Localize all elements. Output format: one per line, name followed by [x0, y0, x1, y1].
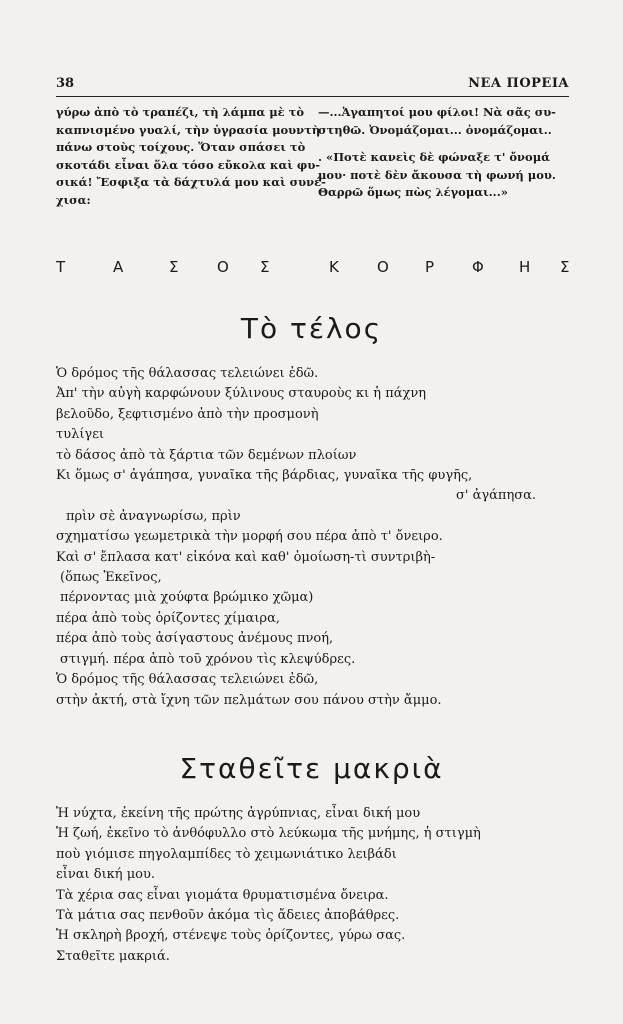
author-name [56, 258, 569, 278]
author-letter: Σ [260, 258, 270, 276]
running-header [56, 76, 569, 94]
text-line: πάνω στοὺς τοίχους. Ὅταν σπάσει τὸ [56, 140, 306, 154]
poem-line: Ὁ δρόμος τῆς θάλασσας τελειώνει ἐδῶ, [56, 672, 319, 688]
text-line: γύρω ἀπὸ τὸ τραπέζι, τὴ λάμπα μὲ τὸ [56, 105, 305, 119]
author-letter: Σ [169, 258, 179, 276]
author-letter: Σ [560, 258, 570, 276]
poem-line: Ἀπ' τὴν αὐγὴ καρφώνουν ξύλινους σταυροὺς κι ἡ πάχνη [56, 386, 427, 402]
author-letter: Α [113, 258, 124, 276]
poem-line: στὴν ἀκτή, στὰ ἴχνη τῶν πελμάτων σου πάνου στὴν ἄμμο. [56, 692, 442, 708]
poem-body [56, 804, 481, 967]
poem-line: εἶναι δική μου. [56, 867, 156, 883]
text-line: σικά! Ἔσφιξα τὰ δάχτυλά μου καὶ συνέ- [56, 175, 326, 189]
right-column-text [318, 104, 570, 202]
page-number: 38 [56, 76, 75, 91]
poem-line: Καὶ σ' ἔπλασα κατ' εἰκόνα καὶ καθ' ὁμοίωση-τὶ συντριβὴ- [56, 549, 436, 565]
poem-line: Κι ὅμως σ' ἀγάπησα, γυναῖκα τῆς βάρδιας, γυναῖκα τῆς φυγῆς, [56, 468, 473, 484]
text-line [318, 139, 570, 149]
poem-line: σ' ἀγάπησα. [456, 488, 537, 504]
poem-line: (ὅπως Ἐκεῖνος, [60, 570, 162, 586]
poem-line: στιγμή. πέρα ἀπὸ τοῦ χρόνου τὶς κλεψύδρες. [60, 651, 356, 667]
poem-line: βελοῦδο, ξεφτισμένο ἀπὸ τὴν προσμονὴ [56, 406, 319, 422]
poem-line: Ἡ σκληρὴ βροχή, στένεψε τοὺς ὁρίζοντες, γύρω σας. [56, 928, 406, 944]
poem-line: Σταθεῖτε μακριά. [56, 948, 170, 964]
author-letter: Φ [472, 258, 484, 276]
poem-body [56, 364, 536, 711]
poem-line: ποὺ γιόμισε πηγολαμπίδες τὸ χειμωνιάτικο λειβάδι [56, 846, 397, 862]
poem-title: Σταθεῖτε μακριὰ [179, 752, 444, 785]
poem-line: Τὰ χέρια σας εἶναι γιομάτα θρυματισμένα ὄνειρα. [56, 887, 389, 903]
text-line: —...Ἀγαπητοί μου φίλοι! Νὰ σᾶς συ- [318, 105, 556, 119]
author-letter: Η [519, 258, 531, 276]
left-column-text [56, 104, 326, 209]
poem-line: τὸ δάσος ἀπὸ τὰ ξάρτια τῶν δεμένων πλοίων [56, 447, 357, 463]
author-letter: Ο [377, 258, 389, 276]
text-line: σκοτάδι εἶναι ὅλα τόσο εὔκολα καὶ φυ- [56, 157, 321, 172]
poem-line: Ὁ δρόμος τῆς θάλασσας τελειώνει ἐδῶ. [56, 366, 319, 381]
text-line: χισα: [56, 192, 91, 207]
text-line: καπνισμένο γυαλί, τὴν ὑγρασία μουντὴ [56, 122, 321, 137]
poem-line: σχηματίσω γεωμετρικὰ τὴν μορφή σου πέρα ἀπὸ τ' ὄνειρο. [56, 529, 443, 545]
poem-line: πέρα ἀπὸ τοὺς ὁρίζοντες χίμαιρα, [56, 610, 280, 626]
author-letter: Ρ [425, 258, 435, 276]
poem-line: Ἡ ζωή, ἐκεῖνο τὸ ἀνθόφυλλο στὸ λεύκωμα τῆς μνήμης, ἡ στιγμὴ [56, 826, 481, 842]
poem-title: Τὸ τέλος [240, 312, 383, 345]
text-line: . «Ποτὲ κανεὶς δὲ φώναξε τ' ὄνομά [318, 150, 550, 164]
poem-line: πέρνοντας μιὰ χούφτα βρώμικο χῶμα) [60, 590, 314, 606]
journal-title: ΝΕΑ ΠΟΡΕΙΑ [468, 76, 569, 91]
author-letter: Κ [329, 258, 339, 276]
poem-line: πέρα ἀπὸ τοὺς ἀσίγαστους ἀνέμους πνοή, [56, 631, 334, 647]
poem-line: Ἡ νύχτα, ἐκείνη τῆς πρώτης ἀγρύπνιας, εἶναι δική μου [56, 806, 421, 821]
text-line: στηθῶ. Ὀνομάζομαι... ὀνομάζομαι.. [318, 122, 552, 137]
text-line: μου· ποτὲ δὲν ἄκουσα τὴ φωνή μου. [318, 167, 556, 182]
poem-line: τυλίγει [56, 427, 105, 443]
poem-line: Τὰ μάτια σας πενθοῦν ἀκόμα τὶς ἄδειες ἀποβάθρες. [56, 908, 400, 924]
author-letter: Ο [217, 258, 229, 276]
poem-line: πρὶν σὲ ἀναγνωρίσω, πρὶν [66, 508, 241, 524]
author-letter: Τ [56, 258, 66, 276]
text-line: Θαρρῶ ὅμως πὼς λέγομαι...» [318, 185, 508, 199]
header-rule [56, 96, 569, 97]
